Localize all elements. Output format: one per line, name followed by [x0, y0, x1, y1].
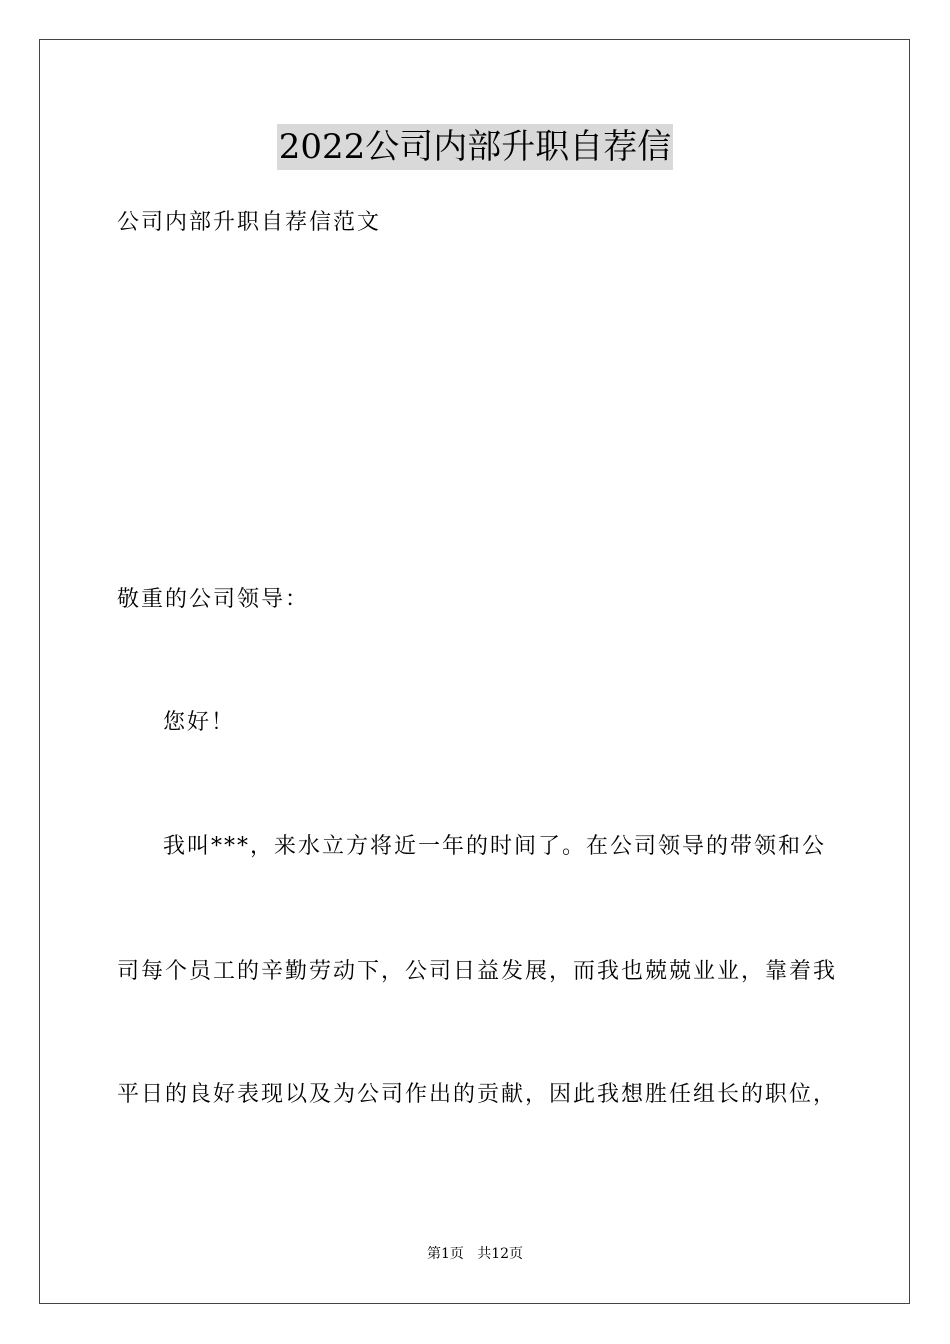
document-title: 2022公司内部升职自荐信 — [277, 124, 674, 170]
page-footer: 第1页 共12页 — [426, 1246, 524, 1262]
document-subtitle: 公司内部升职自荐信范文 — [117, 210, 382, 235]
body-line: 我叫***，来水立方将近一年的时间了。在公司领导的带领和公 — [163, 834, 827, 859]
salutation: 敬重的公司领导： — [117, 587, 310, 612]
title-container — [0, 124, 950, 170]
body-line: 平日的良好表现以及为公司作出的贡献，因此我想胜任组长的职位， — [117, 1082, 838, 1107]
greeting: 您好！ — [163, 710, 236, 735]
body-line: 司每个员工的辛勤劳动下，公司日益发展，而我也兢兢业业，靠着我 — [117, 959, 838, 984]
